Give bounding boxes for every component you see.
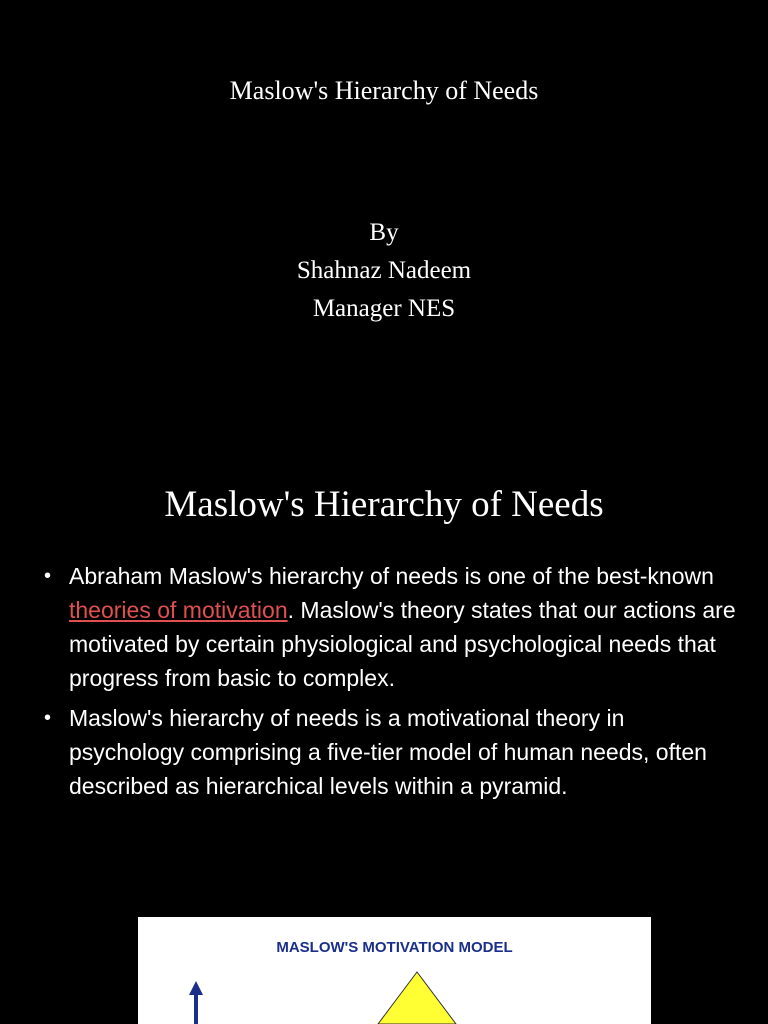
theories-of-motivation-link[interactable]: theories of motivation [69,597,288,623]
bullet-text-end: . Maslow's theory states that our actions are motivated by certain physiological and psychological needs that progress from basic to complex. [69,597,736,691]
author-name: Shahnaz Nadeem [296,257,472,284]
author-role: Manager NES [312,295,456,322]
bullet-list [42,559,742,809]
bullet-item [42,559,742,695]
diagram-title: MASLOW'S MOTIVATION MODEL [276,939,513,956]
slide-title: Maslow's Hierarchy of Needs [229,76,539,105]
bullet-glyph: • [44,565,52,587]
diagram-graphic [138,917,651,1024]
bullet-glyph: • [44,707,52,729]
byline-by: By [369,219,399,246]
pyramid-apex [378,972,456,1024]
slide-heading: Maslow's Hierarchy of Needs [164,484,604,525]
bullet-text: Maslow's hierarchy of needs is a motivational theory in psychology comprising a five-tier model of human needs, often described as hierarchical levels within a pyramid. [69,705,707,799]
bullet-text-start: Abraham Maslow's hierarchy of needs is one of the best-known [69,563,714,589]
byline [0,214,768,328]
bullet-item [42,701,742,803]
motivation-model-diagram [138,917,651,1024]
up-arrow-head [189,981,203,995]
